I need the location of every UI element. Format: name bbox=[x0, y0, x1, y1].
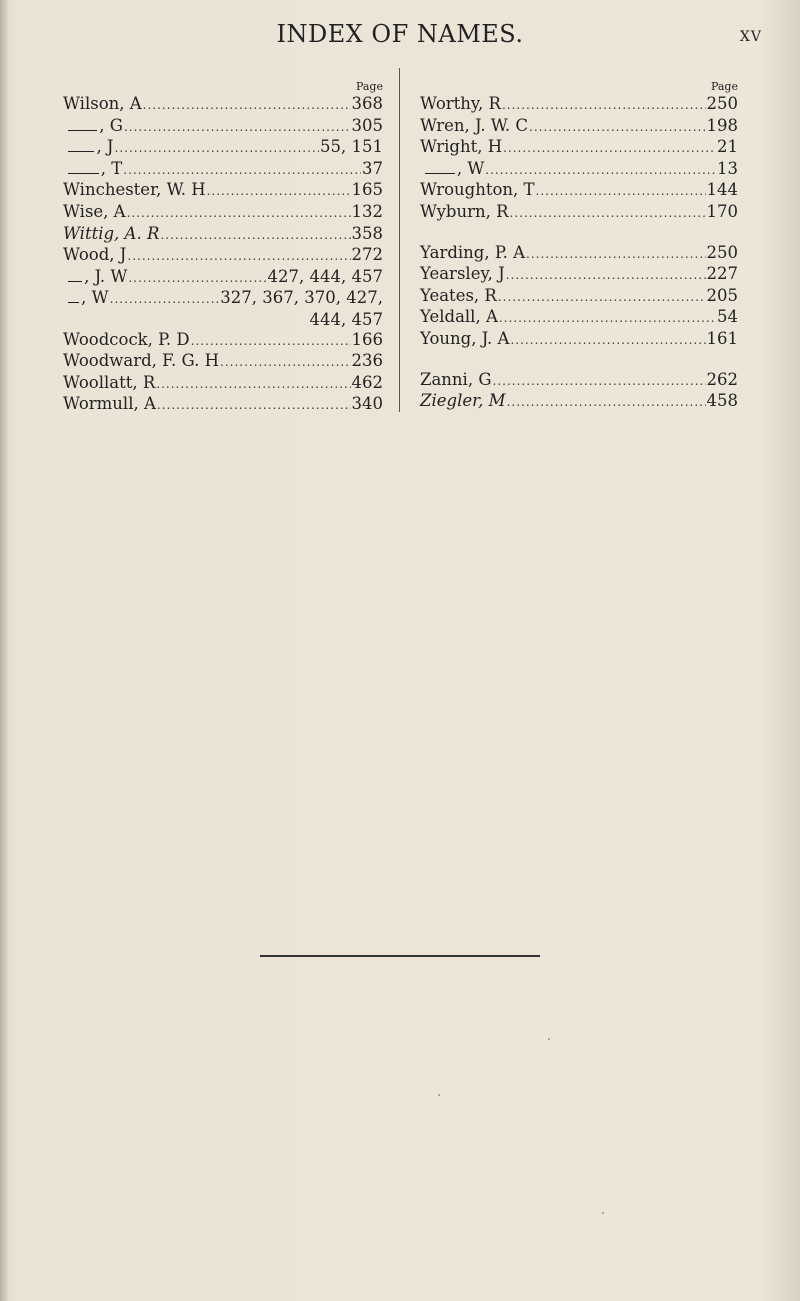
index-entry bbox=[420, 264, 738, 286]
index-entry bbox=[63, 202, 383, 224]
dot-leader bbox=[485, 161, 716, 181]
dot-leader bbox=[526, 245, 705, 265]
entry-pages: 427, 444, 457 bbox=[267, 266, 383, 286]
paper-speck bbox=[438, 1094, 440, 1096]
index-entry bbox=[420, 329, 738, 351]
dot-leader bbox=[536, 182, 706, 202]
entry-name: , J. W bbox=[84, 266, 128, 286]
dot-leader bbox=[220, 353, 350, 373]
entry-name: Wood, J bbox=[63, 245, 127, 265]
index-entry bbox=[63, 159, 383, 181]
index-entry bbox=[63, 394, 383, 416]
ditto-dash bbox=[68, 302, 79, 303]
letter-group-gap bbox=[420, 351, 738, 370]
page-title: INDEX OF NAMES. bbox=[276, 20, 524, 48]
index-entry bbox=[420, 286, 738, 308]
dot-leader bbox=[156, 375, 350, 395]
entry-pages: 144 bbox=[706, 180, 738, 200]
index-entry bbox=[63, 330, 383, 352]
index-column-right bbox=[420, 80, 738, 413]
dot-leader bbox=[510, 331, 705, 351]
entry-pages: 165 bbox=[351, 180, 383, 200]
paper-speck bbox=[602, 1212, 604, 1214]
index-entry bbox=[63, 94, 383, 116]
index-entries-left bbox=[63, 94, 383, 416]
dot-leader bbox=[127, 204, 351, 224]
index-entry bbox=[420, 94, 738, 116]
page-header bbox=[0, 20, 800, 60]
entry-name: Wright, H bbox=[420, 137, 503, 157]
entry-pages: 55, 151 bbox=[320, 137, 383, 157]
index-entry bbox=[420, 202, 738, 224]
index-column-left bbox=[63, 80, 383, 416]
index-entry bbox=[420, 307, 738, 329]
entry-name: Zanni, G bbox=[420, 369, 492, 389]
dot-leader bbox=[503, 139, 716, 159]
entry-name: Wormull, A bbox=[63, 394, 156, 414]
entry-name: Yeates, R bbox=[420, 285, 497, 305]
ditto-dash bbox=[68, 281, 82, 282]
entry-name: Ziegler, M bbox=[420, 391, 506, 411]
entry-name: Woodcock, P. D bbox=[63, 329, 190, 349]
entry-pages: 54 bbox=[717, 307, 738, 327]
ditto-dash bbox=[68, 130, 97, 131]
entry-name: Woodward, F. G. H bbox=[63, 351, 220, 371]
dot-leader bbox=[510, 204, 706, 224]
entry-pages: 37 bbox=[362, 158, 383, 178]
entry-pages: 227 bbox=[706, 264, 738, 284]
dot-leader bbox=[498, 288, 706, 308]
index-entry bbox=[63, 351, 383, 373]
dot-leader bbox=[157, 396, 351, 416]
entry-pages: 262 bbox=[706, 369, 738, 389]
entry-name: , W bbox=[456, 158, 485, 178]
index-entry bbox=[63, 180, 383, 202]
index-entry bbox=[63, 224, 383, 246]
paper-speck bbox=[548, 1038, 550, 1040]
index-entry bbox=[420, 391, 738, 413]
entry-name: Wise, A bbox=[63, 201, 126, 221]
entry-name: Woollatt, R bbox=[63, 372, 156, 392]
entry-name: Yearsley, J bbox=[420, 264, 505, 284]
index-entry bbox=[63, 267, 383, 289]
dot-leader bbox=[493, 372, 706, 392]
entry-pages: 327, 367, 370, 427, bbox=[220, 288, 383, 308]
column-divider bbox=[399, 68, 400, 412]
entry-name: , T bbox=[100, 158, 123, 178]
dot-leader bbox=[123, 161, 361, 181]
index-entry bbox=[63, 137, 383, 159]
entry-name: , W bbox=[81, 288, 109, 308]
entry-name: Winchester, W. H bbox=[63, 180, 206, 200]
letter-group-gap bbox=[420, 224, 738, 243]
index-entry bbox=[420, 159, 738, 181]
entry-name: , J bbox=[96, 137, 114, 157]
index-entry bbox=[420, 116, 738, 138]
entry-pages: 368 bbox=[351, 94, 383, 113]
entry-pages: 340 bbox=[351, 394, 383, 414]
entry-pages: 250 bbox=[706, 94, 738, 113]
entry-pages: 170 bbox=[706, 201, 738, 221]
footer-rule bbox=[260, 955, 540, 957]
dot-leader bbox=[507, 393, 706, 413]
dot-leader bbox=[502, 96, 706, 116]
dot-leader bbox=[529, 118, 706, 138]
ditto-dash bbox=[425, 173, 455, 174]
dot-leader bbox=[191, 332, 351, 352]
column-head-page: Page bbox=[355, 80, 383, 93]
dot-leader bbox=[160, 226, 350, 246]
entry-pages: 458 bbox=[706, 391, 738, 411]
index-entry bbox=[63, 288, 383, 310]
entry-pages: 198 bbox=[706, 115, 738, 135]
entry-pages: 205 bbox=[706, 285, 738, 305]
dot-leader bbox=[127, 247, 350, 267]
index-entries-right bbox=[420, 94, 738, 413]
entry-pages: 13 bbox=[717, 158, 738, 178]
ditto-dash bbox=[68, 151, 94, 152]
dot-leader bbox=[115, 139, 319, 159]
index-entry bbox=[420, 370, 738, 392]
entry-name: Wilson, A bbox=[63, 94, 142, 113]
entry-pages: 462 bbox=[351, 372, 383, 392]
entry-pages: 250 bbox=[706, 242, 738, 262]
entry-pages: 166 bbox=[351, 329, 383, 349]
entry-pages: 305 bbox=[351, 115, 383, 135]
entry-name: Wren, J. W. C bbox=[420, 115, 528, 135]
entry-pages: 161 bbox=[706, 328, 738, 348]
index-entry bbox=[63, 245, 383, 267]
index-entry bbox=[420, 137, 738, 159]
page-edge-shadow bbox=[0, 0, 8, 1301]
entry-name: Wyburn, R bbox=[420, 201, 509, 221]
page-number: xv bbox=[739, 22, 762, 46]
entry-name: Wroughton, T bbox=[420, 180, 535, 200]
index-entry bbox=[63, 373, 383, 395]
dot-leader bbox=[499, 309, 716, 329]
index-entry bbox=[420, 243, 738, 265]
dot-leader bbox=[143, 96, 351, 116]
entry-name: Wittig, A. R bbox=[63, 223, 160, 243]
entry-pages: 236 bbox=[351, 351, 383, 371]
entry-name: Worthy, R bbox=[420, 94, 501, 113]
entry-pages-continuation: 444, 457 bbox=[309, 309, 383, 329]
entry-pages: 272 bbox=[351, 245, 383, 265]
entry-name: Yarding, P. A bbox=[420, 242, 526, 262]
dot-leader bbox=[128, 269, 266, 289]
entry-name: Young, J. A bbox=[420, 328, 510, 348]
dot-leader bbox=[124, 118, 351, 138]
index-entry bbox=[63, 116, 383, 138]
entry-pages: 21 bbox=[717, 137, 738, 157]
column-head-page: Page bbox=[710, 80, 738, 93]
dot-leader bbox=[110, 290, 220, 310]
ditto-dash bbox=[68, 173, 99, 174]
dot-leader bbox=[207, 182, 351, 202]
entry-pages: 358 bbox=[351, 223, 383, 243]
entry-name: Yeldall, A bbox=[420, 307, 498, 327]
index-entry bbox=[420, 180, 738, 202]
entry-pages: 132 bbox=[351, 201, 383, 221]
entry-name: , G bbox=[99, 115, 123, 135]
dot-leader bbox=[506, 266, 706, 286]
